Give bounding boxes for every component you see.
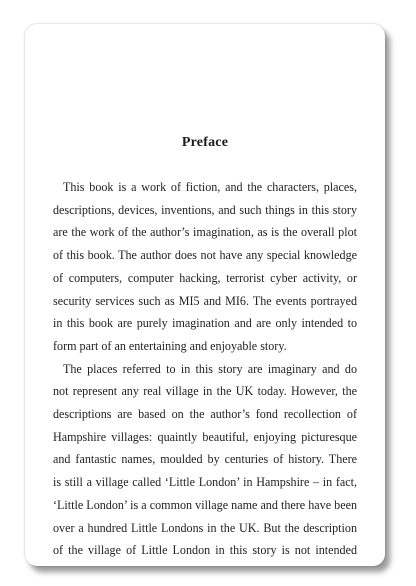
text-line: are the work of the author’s imagination, as is the overall plot <box>53 225 357 240</box>
text-line: security services such as MI5 and MI6. The events portrayed <box>53 293 357 308</box>
text-line: descriptions are based on the author’s fond recollection of <box>53 407 357 422</box>
text-line: descriptions, devices, inventions, and such things in this story <box>53 202 357 217</box>
text-line: This book is a work of fiction, and the characters, places, <box>63 180 357 194</box>
book-page <box>25 24 385 566</box>
text-line: ‘Little London’ is a common village name and there have been <box>53 497 357 512</box>
text-line: of the village of Little London in this story is not intended <box>53 543 357 558</box>
page-title: Preface <box>181 135 229 150</box>
text-line: of this book. The author does not have any special knowledge <box>53 248 357 263</box>
text-line: not represent any real village in the UK today. However, the <box>53 384 357 399</box>
text-line: over a hundred Little Londons in the UK. But the description <box>53 520 357 535</box>
text-line: of computers, computer hacking, terrorist cyber activity, or <box>53 270 357 285</box>
text-line: in this book are purely imagination and are only intended to <box>53 316 357 331</box>
body-text <box>53 176 357 562</box>
text-line: Hampshire villages: quaintly beautiful, enjoying picturesque <box>53 429 357 444</box>
text-line: form part of an entertaining and enjoyable story. <box>53 338 287 353</box>
paragraph-1 <box>53 176 357 358</box>
text-line: and fantastic names, moulded by centuries of history. There <box>53 452 357 467</box>
text-line: is still a village called ‘Little London’ in Hampshire – in fact, <box>53 475 357 490</box>
paragraph-2 <box>53 358 357 562</box>
text-line: The places referred to in this story are imaginary and do <box>63 361 357 376</box>
